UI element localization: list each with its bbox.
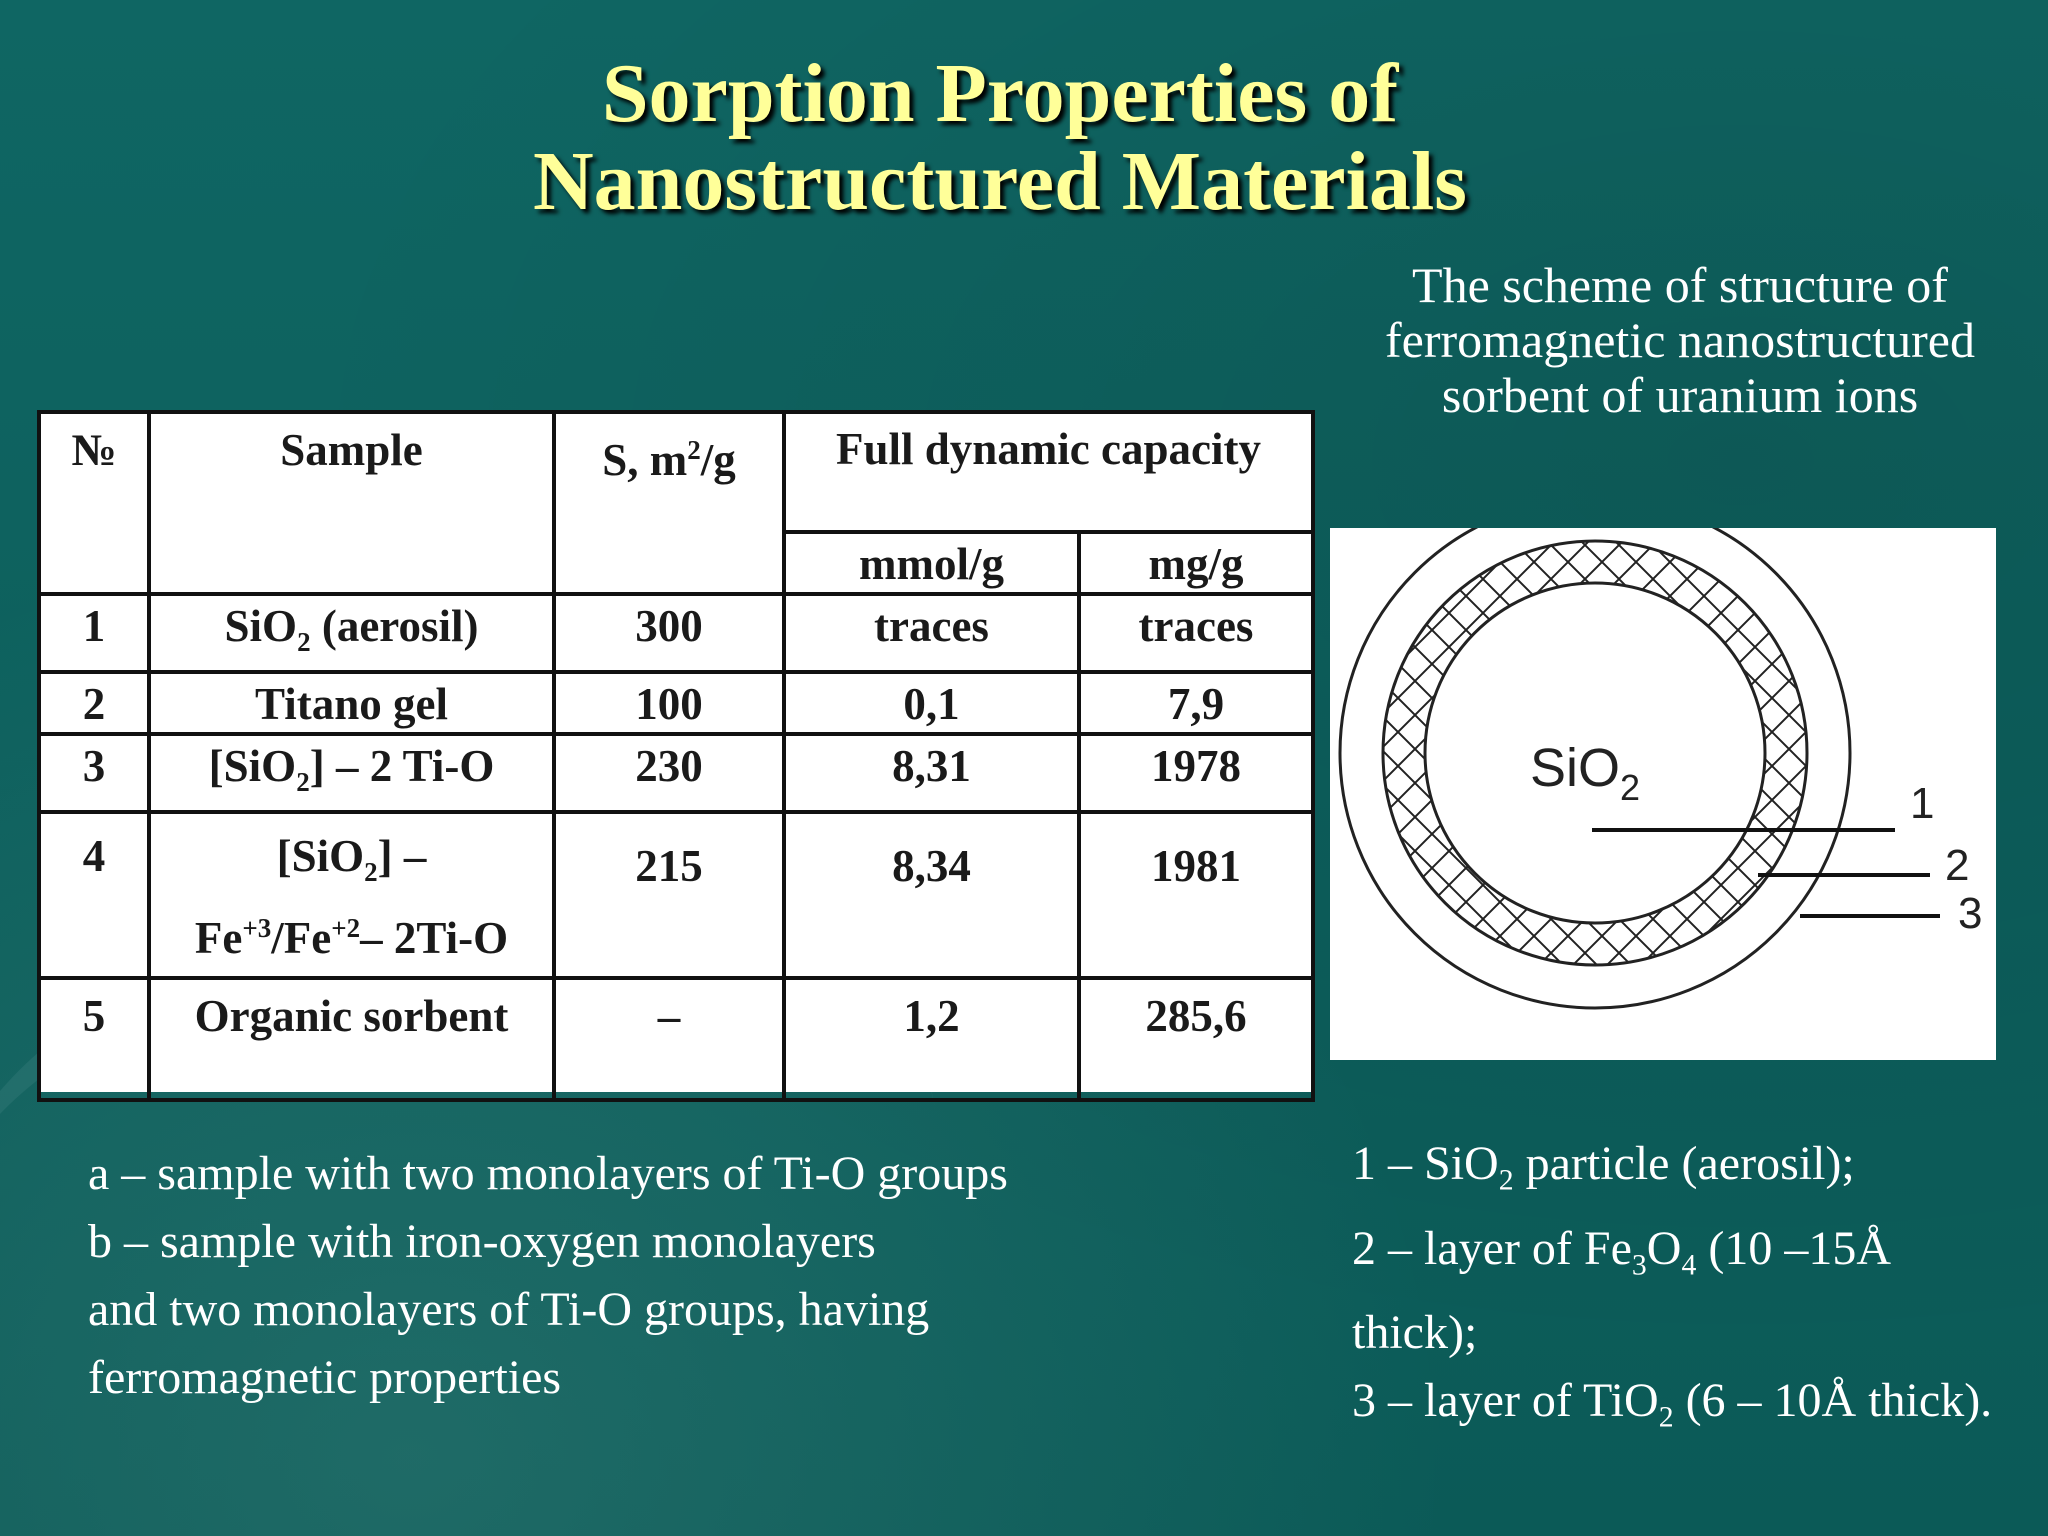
header-mmol: mmol/g bbox=[784, 532, 1079, 594]
row-mmol: 8,31 bbox=[784, 734, 1079, 812]
row-sample: Titano gel bbox=[149, 672, 554, 734]
row-no: 5 bbox=[39, 978, 149, 1100]
slide-title bbox=[0, 47, 2000, 228]
header-capacity: Full dynamic capacity bbox=[784, 412, 1313, 532]
legend-text: (10 –15Å thick); bbox=[1352, 1221, 1891, 1360]
table-row bbox=[39, 734, 1313, 812]
note-b-line-3: ferromagnetic properties bbox=[88, 1351, 562, 1404]
sample-sup: +3 bbox=[242, 913, 272, 943]
sample-line-2 bbox=[155, 900, 548, 966]
row-mmol: 0,1 bbox=[784, 672, 1079, 734]
row-mmol: traces bbox=[784, 594, 1079, 672]
header-no: № bbox=[39, 412, 149, 594]
layer-label-1: 1 bbox=[1910, 779, 1935, 828]
legend-text: 1 – SiO bbox=[1352, 1137, 1499, 1190]
header-surface-area bbox=[554, 412, 784, 594]
row-mg: 285,6 bbox=[1079, 978, 1313, 1100]
note-b-line-1: b – sample with iron-oxygen monolayers bbox=[88, 1215, 876, 1268]
table-row bbox=[39, 594, 1313, 672]
row-sample bbox=[149, 734, 554, 812]
note-b-line-2: and two monolayers of Ti-O groups, having bbox=[88, 1283, 930, 1336]
row-no: 2 bbox=[39, 672, 149, 734]
header-s-sup: 2 bbox=[687, 435, 701, 465]
legend-text: O bbox=[1646, 1221, 1682, 1275]
legend-text: 3 – layer of TiO bbox=[1352, 1374, 1659, 1428]
legend-item-2 bbox=[1352, 1215, 2012, 1368]
row-sample bbox=[149, 812, 554, 978]
row-mmol: 1,2 bbox=[784, 978, 1079, 1100]
sample-text: Fe bbox=[194, 913, 243, 963]
legend-sub: 2 bbox=[1498, 1163, 1514, 1197]
table-row bbox=[39, 978, 1313, 1100]
sample-line-1 bbox=[155, 828, 548, 900]
row-mmol: 8,34 bbox=[784, 812, 1079, 978]
header-s-tail: /g bbox=[700, 435, 736, 485]
header-sample: Sample bbox=[149, 412, 554, 594]
scheme-figure bbox=[1330, 528, 1996, 1060]
core-label: SiO$_2$ bbox=[1530, 738, 1641, 808]
row-s: 100 bbox=[554, 672, 784, 734]
sample-text: [SiO bbox=[208, 741, 297, 791]
legend-sub: 4 bbox=[1681, 1248, 1697, 1282]
sample-text: [SiO bbox=[276, 831, 365, 881]
legend-sub: 3 bbox=[1631, 1248, 1647, 1282]
row-sample: Organic sorbent bbox=[149, 978, 554, 1100]
header-s-base: S, m bbox=[602, 435, 688, 485]
sample-text: ] – 2 Ti-O bbox=[309, 741, 495, 791]
legend-text: (6 – 10Å thick). bbox=[1673, 1374, 1993, 1428]
table-row bbox=[39, 812, 1313, 978]
header-mg: mg/g bbox=[1079, 532, 1313, 594]
sample-sub: 2 bbox=[364, 857, 378, 887]
scheme-legend bbox=[1352, 1130, 2012, 1452]
table-row bbox=[39, 672, 1313, 734]
sample-text: /Fe bbox=[271, 913, 332, 963]
legend-text: particle (aerosil); bbox=[1513, 1137, 1855, 1190]
row-no: 4 bbox=[39, 812, 149, 978]
sample-sup: +2 bbox=[331, 913, 361, 943]
sample-sub: 2 bbox=[296, 767, 310, 797]
layer-label-2: 2 bbox=[1945, 841, 1970, 890]
sorption-table bbox=[37, 410, 1311, 1092]
row-mg: 1978 bbox=[1079, 734, 1313, 812]
scheme-diagram bbox=[1330, 528, 1996, 1060]
row-no: 3 bbox=[39, 734, 149, 812]
sample-text: ] – bbox=[377, 831, 427, 881]
scheme-caption: The scheme of structure of ferromagnetic nanostructured sorbent of uranium ions bbox=[1384, 257, 1975, 423]
sample-notes bbox=[88, 1140, 1233, 1412]
note-a: a – sample with two monolayers of Ti-O groups bbox=[88, 1147, 1008, 1200]
sample-text: – 2Ti-O bbox=[360, 913, 509, 963]
row-sample bbox=[149, 594, 554, 672]
row-s: 215 bbox=[554, 812, 784, 978]
row-mg: traces bbox=[1079, 594, 1313, 672]
row-mg: 1981 bbox=[1079, 812, 1313, 978]
legend-sub: 2 bbox=[1658, 1400, 1674, 1434]
legend-text: 2 – layer of Fe bbox=[1352, 1221, 1632, 1275]
legend-item-1 bbox=[1352, 1130, 2012, 1215]
sample-text: SiO bbox=[224, 601, 298, 651]
layer-label-3: 3 bbox=[1958, 889, 1983, 938]
title-line-1: Sorption Properties of bbox=[601, 47, 1399, 140]
row-mg: 7,9 bbox=[1079, 672, 1313, 734]
row-s: 230 bbox=[554, 734, 784, 812]
row-no: 1 bbox=[39, 594, 149, 672]
row-s: – bbox=[554, 978, 784, 1100]
sample-text: (aerosil) bbox=[310, 601, 479, 651]
legend-item-3 bbox=[1352, 1367, 2012, 1452]
sample-sub: 2 bbox=[297, 627, 311, 657]
row-s: 300 bbox=[554, 594, 784, 672]
title-line-2: Nanostructured Materials bbox=[533, 135, 1467, 228]
